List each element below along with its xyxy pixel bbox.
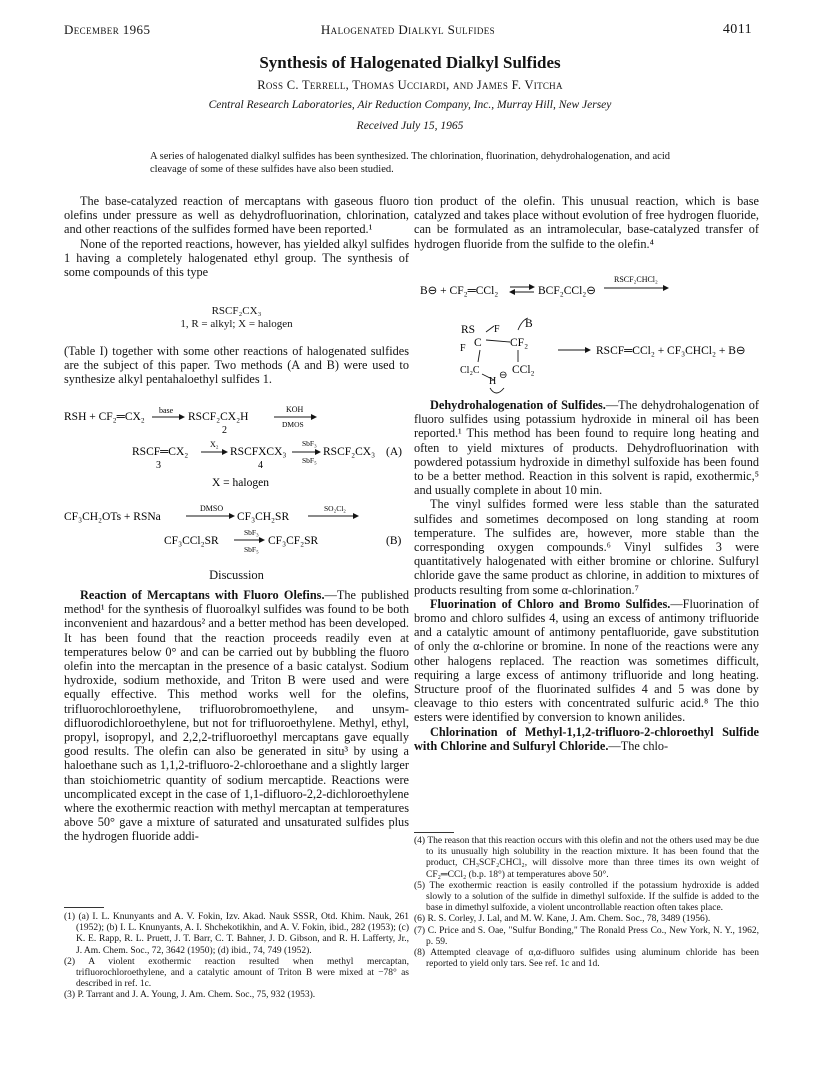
scheme-a-halide-4: RSCFXCX₃ [230,446,287,458]
scheme-a-intermediate-2: RSCF₂CX₂H [188,411,249,423]
chlorination-paragraph [414,725,759,753]
scheme-b-method-label: (B) [386,535,402,547]
fluorination-paragraph [414,597,759,725]
footnote-5: (5) The exothermic reaction is easily controlled if the potassium hydroxide is added slowly to a solution of the sulfide in dimethyl sulfoxide. If the sulfide is added to the base in dimethyl sulfoxide, a violent uncontrollable reaction often takes place. [414,880,759,914]
footnote-rule-left [64,907,104,908]
mech-fluorine-2: F [494,324,500,335]
header-date: December 1965 [64,22,151,37]
scheme-a-compound-number-3: 3 [156,460,161,471]
scheme-a-vinyl-sulfide-3: RSCF═CX₂ [132,446,189,458]
mech-bond-c-ccl2 [478,350,480,362]
mech-bond-c-f [486,326,494,332]
scheme-a-product-1: RSCF₂CX₃ [323,446,376,458]
article-title: Synthesis of Halogenated Dialkyl Sulfides [259,53,561,72]
scheme-b-arrow3-top-label: SbF₃ [244,528,259,537]
intro-paragraph-1: The base-catalyzed reaction of mercaptans with gaseous fluoro olefins under pressure as well as dehydrofluorination, chlorination, and other reactions of the sulfides formed have been reported.¹ [64,194,409,237]
footnote-4: (4) The reason that this reaction occurs with this olefin and not the others used may be due to its unusually high solubility in the reaction mixture. It has been found that the product, CH₃SCF₂CHCl₂, will dissolve more than three times its own weight of CF₂═CCl₂ (b.p. 18°) at temperatures above 50°. [414,836,759,880]
footnote-6: (6) R. S. Corley, J. Lal, and M. W. Kane, J. Am. Chem. Soc., 78, 3489 (1956). [414,914,711,925]
formula-1-definition: 1, R = alkyl; X = halogen [180,318,293,330]
left-column-intro [64,194,409,279]
right-footnotes [414,836,759,970]
mech-hydrogen: H [489,376,497,387]
scheme-a-compound-number-2: 2 [222,425,227,436]
mech-cf2-group: CF₂ [510,337,529,349]
mech-rs-group: RS [461,324,476,336]
mech-negative-charge: ⊖ [499,370,508,381]
running-header [64,22,752,40]
mech-bond-s-cf2 [486,340,510,342]
left-column-discussion [64,588,409,844]
received-date: Received July 15, 1965 [356,120,464,132]
olefin-paragraph: tion product of the olefin. This unusual reaction, which is base catalyzed and takes place without evolution of free hydrogen fluoride, can be formulated as an intramolecular, base-catalyzed transfer of hydrogen fluoride from the sulfide to the olefin.⁴ [414,194,759,251]
dehydrohalogenation-paragraph [414,398,759,497]
section-head-chlorination: Chlorination of Methyl-1,1,2-trifluoro-2-chloroethyl Sulfide with Chlorine and Sulfuryl Chloride. [414,724,759,753]
scheme-a-arrow2-top-label: KOH [286,405,304,414]
mech-carbon-1: C [474,337,482,349]
footnote-1: (1) (a) I. L. Knunyants and A. V. Fokin, Izv. Akad. Nauk SSSR, Otd. Khim. Nauk, 261 (1952); (b) I. L. Knunyants, A. I. Shchekotikhin, and A. V. Fokin, ibid., 282 (1953); (c) K. E. Rapp, R. L. Pruett, J. T. Barr, C. T. Bahner, J. D. Gibson, and R. H. Lafferty, Jr., J. Am. Chem. Soc., 72, 3642 (1950); (d) ibid., 74, 749 (1952). [64,912,409,956]
scheme-a-arrow3-label: X₂ [210,440,219,449]
header-page-number: 4011 [722,22,752,37]
mech-fluorine-1: F [460,343,466,354]
chlorination-text: —The chlo- [608,738,669,753]
scheme-b-arrow2-label: SO₂Cl₂ [324,504,346,513]
scheme-b-chloro-sulfide: CF₃CCl₂SR [164,535,219,547]
right-column-body [414,398,759,753]
scheme-a-reactants-1: RSH + CF₂═CX₂ [64,411,145,423]
scheme-a-arrow4-top-label: SbF₃ [302,439,317,448]
scheme-b-arrow1-label: DMSO [200,504,224,513]
scheme-a [64,402,409,492]
discussion-heading: Discussion [209,568,264,582]
header-journal-section: Halogenated Dialkyl Sulfides [320,22,496,37]
section-head-mercaptans: Reaction of Mercaptans with Fluoro Olefins. [80,588,325,602]
mech-ccl2-right: CCl₂ [512,364,535,376]
scheme-a-compound-number-4: 4 [258,460,263,471]
eq1-reactants: B⊖ + CF₂═CCl₂ [420,285,499,297]
discussion-text-mercaptans: —The published method¹ for the synthesis of fluoroalkyl sulfides was found to be both inconvenient and hazardous² and a better method has been developed. It has been found that the reaction proceeds readily even at temperatures below 0° and can be carried out by bubbling the fluoro olefin into the mercaptan in the presence of a basic catalyst. Sodium hydroxide, sodium methoxide, and Triton B were used and were equally effective. This method works well for the olefins, trifluorochloroethylene, trifluorobromoethylene, and unsym-difluorodichloroethylene, but not for trifluoroethylene. Methyl, ethyl, propyl, isopropyl, and 2,2,2-trifluoroethyl mercaptans gave equally good results. The olefin can also be generated in situ³ by using a haloethane such as 1,1,2-trifluoro-2-chloroethane and a slightly larger than stoichiometric quantity of sodium mercaptide. Reactions were uncomplicated except in the case of 1,1-difluoro-2,2-dichloroethylene where the exothermic reaction with methyl mercaptan at temperatures above 50° gave a mixture of saturated and unsaturated sulfides plus the hydrogen fluoride addi- [64,588,409,844]
formula-1-structure: RSCF₂CX₃ [211,305,262,317]
scheme-b [64,500,409,556]
mech-ccl2-left: Cl₂C [460,365,480,376]
abstract: A series of halogenated dialkyl sulfides has been synthesized. The chlorination, fluorination, dehydrohalogenation, and acid cleavage of some of these sulfides have also been studied. [150,151,670,175]
footnote-7: (7) C. Price and S. Oae, "Sulfur Bonding," The Ronald Press Co., New York, N. Y., 1962, p. 59. [414,925,759,947]
mechanism-scheme [414,270,759,400]
section-head-fluorination: Fluorination of Chloro and Bromo Sulfides. [430,596,671,611]
eq1-carbanion: BCF₂CCl₂⊖ [538,285,596,297]
section-head-dehydrohalogenation: Dehydrohalogenation of Sulfides. [430,398,606,412]
scheme-a-arrow4-bottom-label: SbF₅ [302,456,317,465]
scheme-b-reactants: CF₃CH₂OTs + RSNa [64,511,161,523]
scheme-a-arrow2-bottom-label: DMOS [282,420,304,429]
footnote-8: (8) Attempted cleavage of α,α-difluoro sulfides using aluminum chloride has been reported to yield only tars. See ref. 1c and 1d. [414,948,759,970]
affiliation: Central Research Laboratories, Air Reduction Company, Inc., Murray Hill, New Jersey [208,99,612,111]
right-column-intro [414,194,759,251]
scheme-b-arrow3-bottom-label: SbF₅ [244,545,259,554]
mech-base: B [525,318,533,330]
mech-products: RSCF═CCl₂ + CF₃CHCl₂ + B⊖ [596,345,746,357]
left-footnotes [64,912,409,1002]
fluorination-text: —Fluorination of bromo and chloro sulfides 4, using an excess of antimony trifluoride and a catalytic amount of antimony pentafluoride, gave substitution of only the α-chlorine or bromine. In none of the reactions were any other halogens replaced. The reaction was sometimes difficult, requiring a large excess of antimony trifluoride and long heating. Structure proof of the fluorinated sulfides 4 and 5 was done by cleavage to thio esters with concentrated sulfuric acid.⁸ The thio esters were identified by conversion to known anilides. [414,596,759,725]
footnote-2: (2) A violent exothermic reaction resulted when methyl mercaptan, trifluorochloroethylene, and a catalytic amount of Triton B were mixed at −78° as described in ref. 1c. [64,956,409,990]
methods-paragraph: (Table I) together with some other reactions of halogenated sulfides are the subject of this paper. Two methods (A and B) were used to synthesize alkyl pentahaloethyl sulfides 1. [64,344,409,387]
author-list: Ross C. Terrell, Thomas Ucciardi, and James F. Vitcha [257,78,563,92]
eq1-arrow-label: RSCF₂CHCl₂ [614,275,658,284]
dehydrohalogenation-text: —The dehydrohalogenation of fluoro sulfides using potassium hydroxide in mineral oil has been reported.¹ This method has been found to require long heating and often to yield mixtures of products. Dehydrofluorination with powdered potassium hydroxide in dimethyl sulfoxide has been found to be a better method. Reaction in this solvent is rapid, exothermic,⁵ and usually complete in about 10 min. [414,398,759,498]
scheme-a-arrow1-label: base [159,406,174,415]
general-formula [64,305,409,331]
scheme-a-x-definition: X = halogen [212,477,269,489]
scheme-a-method-label: (A) [386,446,402,458]
footnote-rule-right [414,832,454,833]
vinyl-sulfide-paragraph: The vinyl sulfides formed were less stable than the saturated sulfides and sometimes decomposed on long standing at room temperature. The sulfides are, however, more stable than the corresponding oxygen compounds.⁶ Vinyl sulfides 3 were quantitatively halogenated with either bromine or chlorine. Sulfuryl chloride gave the same product as chlorine, in addition to mixtures of products resulting from some α-chlorination.⁷ [414,497,759,597]
scheme-b-product: CF₃CF₂SR [268,535,319,547]
intro-paragraph-2: None of the reported reactions, however, has yielded alkyl sulfides 1 having a completely halogenated ethyl group. The synthesis of some compounds of this type [64,236,409,280]
discussion-paragraph-mercaptans [64,588,409,844]
mech-curved-arrow-bottom [490,388,504,393]
left-column-methods [64,344,409,387]
footnote-3: (3) P. Tarrant and J. A. Young, J. Am. Chem. Soc., 75, 932 (1953). [64,990,316,1001]
scheme-b-intermediate: CF₃CH₂SR [237,511,290,523]
